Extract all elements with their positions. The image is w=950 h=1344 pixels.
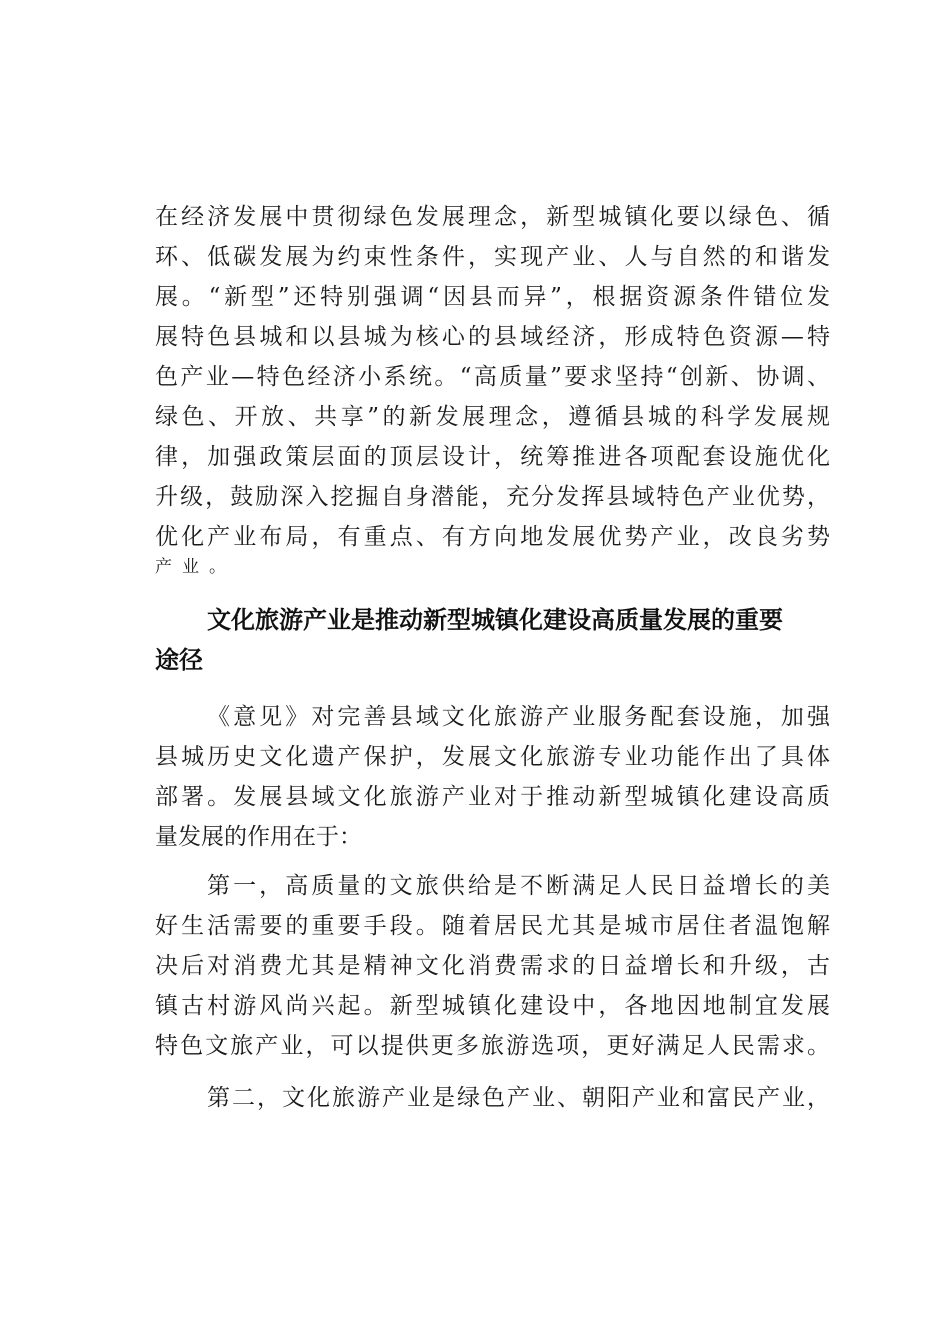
paragraph-3-line-3: 决后对消费尤其是精神文化消费需求的日益增长和升级，古 — [155, 953, 830, 979]
paragraph-1-line-6: 绿色、开放、共享”的新发展理念，遵循县城的科学发展规 — [155, 404, 830, 430]
paragraph-3-line-1: 第一，高质量的文旅供给是不断满足人民日益增长的美 — [207, 873, 830, 899]
section-heading-line-1: 文化旅游产业是推动新型城镇化建设高质量发展的重要 — [207, 606, 783, 634]
paragraph-2-line-2: 县城历史文化遗产保护，发展文化旅游专业功能作出了具体 — [155, 744, 830, 770]
paragraph-1-line-3: 展。“新型”还特别强调“因县而异”，根据资源条件错位发 — [155, 284, 830, 310]
paragraph-3-line-4: 镇古村游风尚兴起。新型城镇化建设中，各地因地制宜发展 — [155, 993, 830, 1019]
paragraph-4-line-1: 第二，文化旅游产业是绿色产业、朝阳产业和富民产业， — [207, 1085, 830, 1111]
paragraph-2-line-3: 部署。发展县域文化旅游产业对于推动新型城镇化建设高质 — [155, 784, 830, 810]
section-heading-line-2: 途径 — [155, 646, 203, 674]
paragraph-2-line-1: 《意见》对完善县域文化旅游产业服务配套设施，加强 — [207, 704, 830, 730]
paragraph-3-line-5: 特色文旅产业，可以提供更多旅游选项，更好满足人民需求。 — [155, 1033, 830, 1059]
paragraph-1-line-7: 律，加强政策层面的顶层设计，统筹推进各项配套设施优化 — [155, 444, 830, 470]
paragraph-1-line-8: 升级，鼓励深入挖掘自身潜能，充分发挥县域特色产业优势， — [155, 484, 830, 510]
paragraph-1-line-10: 产业。 — [155, 557, 236, 577]
paragraph-1-line-9: 优化产业布局，有重点、有方向地发展优势产业，改良劣势 — [155, 524, 830, 550]
paragraph-2-line-4: 量发展的作用在于： — [155, 824, 362, 850]
paragraph-1-line-1: 在经济发展中贯彻绿色发展理念，新型城镇化要以绿色、循 — [155, 204, 830, 230]
paragraph-1-line-5: 色产业—特色经济小系统。“高质量”要求坚持“创新、协调、 — [155, 364, 830, 390]
paragraph-1-line-4: 展特色县城和以县城为核心的县域经济，形成特色资源—特 — [155, 324, 830, 350]
paragraph-3-line-2: 好生活需要的重要手段。随着居民尤其是城市居住者温饱解 — [155, 913, 830, 939]
paragraph-1-line-2: 环、低碳发展为约束性条件，实现产业、人与自然的和谐发 — [155, 244, 830, 270]
